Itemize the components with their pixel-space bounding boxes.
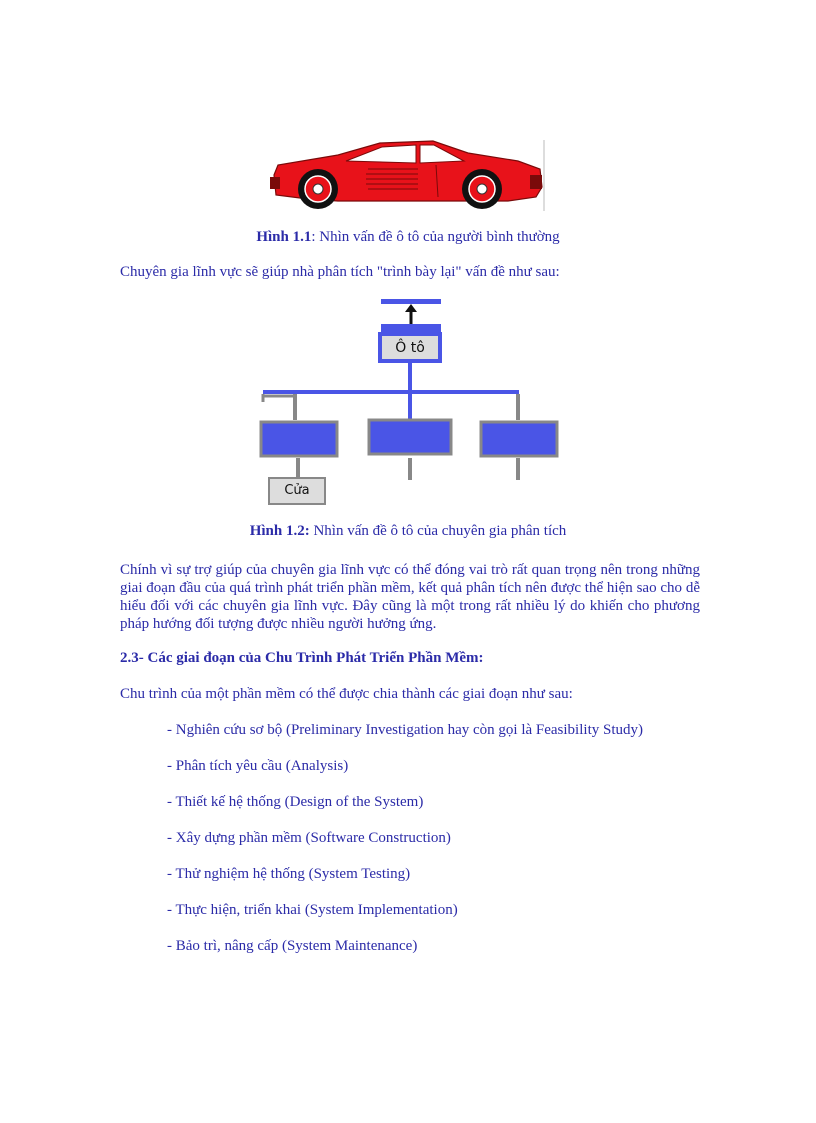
child-box-3 bbox=[481, 422, 557, 456]
parent-bar bbox=[381, 299, 441, 304]
child-label: Cửa bbox=[284, 483, 310, 498]
child-box-1 bbox=[261, 422, 337, 456]
list-item: - Thiết kế hệ thống (Design of the System) bbox=[167, 794, 424, 810]
intro-line: Chuyên gia lĩnh vực sẽ giúp nhà phân tích "trình bày lại" vấn đề như sau: bbox=[120, 264, 560, 280]
list-item: - Bảo trì, nâng cấp (System Maintenance) bbox=[167, 938, 418, 954]
figure-2-caption: Hình 1.2: Nhìn vấn đề ô tô của chuyên gia phân tích bbox=[249, 523, 567, 539]
child-box-2 bbox=[369, 420, 451, 454]
body-paragraph: Chính vì sự trợ giúp của chuyên gia lĩnh vực có thể đóng vai trò rất quan trọng nên trong những giai đoạn đầu của quá trình phát triển phần mềm, kết quả phân tích nên được thể hiện sao cho dễ hiểu đối với các chuyên gia lĩnh vực. Đây cũng là một trong rất nhiều lý do khiến cho phương pháp hướng đối tượng được nhiều người hưởng ứng. bbox=[120, 562, 700, 632]
car-image bbox=[268, 135, 548, 213]
list-item: - Xây dựng phần mềm (Software Construction) bbox=[167, 830, 451, 846]
list-item: - Thực hiện, triển khai (System Implementation) bbox=[167, 902, 458, 918]
hierarchy-diagram bbox=[255, 296, 560, 508]
section-heading: 2.3- Các giai đoạn của Chu Trình Phát Triển Phần Mềm: bbox=[120, 650, 484, 666]
section-intro: Chu trình của một phần mềm có thể được chia thành các giai đoạn như sau: bbox=[120, 686, 573, 702]
list-item: - Nghiên cứu sơ bộ (Preliminary Investigation hay còn gọi là Feasibility Study) bbox=[167, 722, 643, 738]
list-item: - Phân tích yêu cầu (Analysis) bbox=[167, 758, 349, 774]
list-item: - Thử nghiệm hệ thống (System Testing) bbox=[167, 866, 411, 882]
root-label: Ô tô bbox=[395, 340, 425, 356]
figure-1-caption: Hình 1.1: Nhìn vấn đề ô tô của người bình thường bbox=[256, 229, 560, 245]
